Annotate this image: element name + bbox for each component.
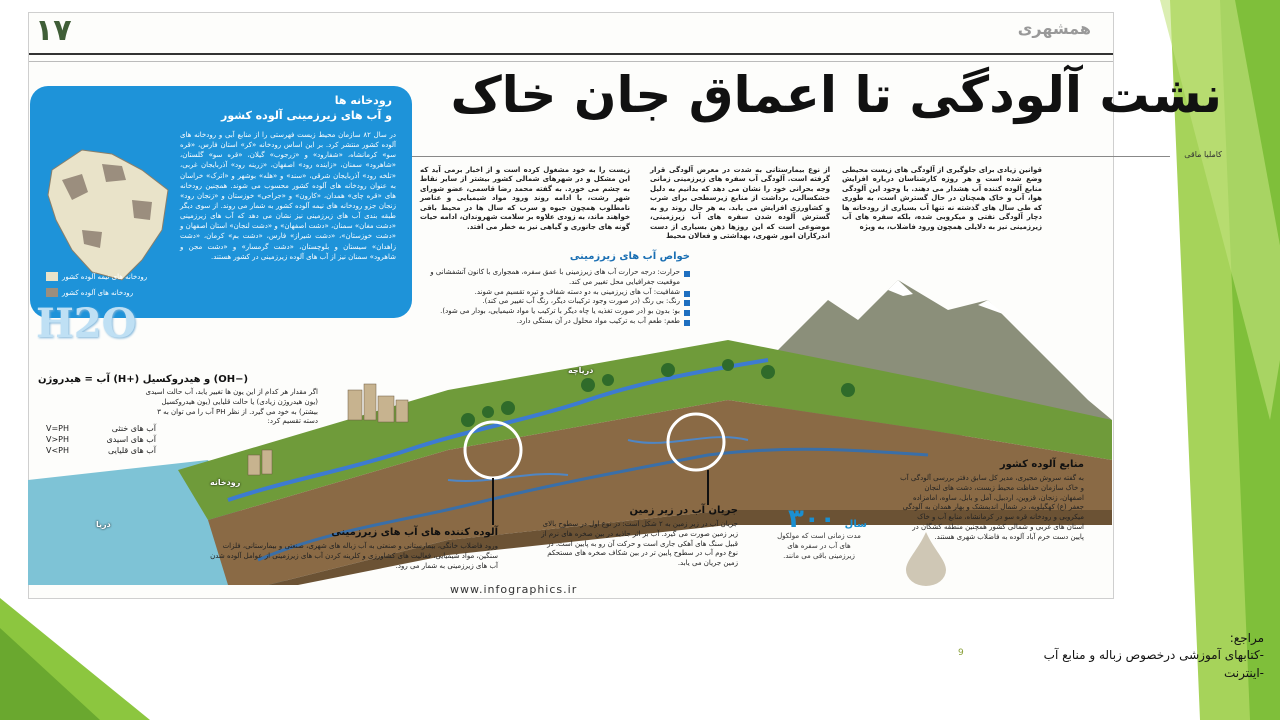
masthead-rule [29,53,1113,55]
references [964,630,1264,682]
article-headline: نشت آلودگی تا اعماق جان خاک [450,66,1222,124]
iran-map [42,140,178,290]
article-column-3: زیست را به خود مشغول کرده است و از اخبار برمی آید که این مشکل و در شهرهای شمالی کشور بیشتر از سایر نقاط به چشم می خورد. به گفته محمد رضا قاسمی، عضو شورای شهر رشت، با ادامه روند ورود مواد شیمیایی و عناصر نامطلوب همچون جیوه و سرب که سال ها در محیط باقی خواهند ماند، به زودی علاوه بر سلامت شهروندان، ادامه حیات گونه های جانوری و گیاهی نیز به خطر می افتد. [420,166,630,231]
chem-text: اگر مقدار هر کدام از این یون ها تغییر یابد، آب حالت اسیدی (یون هیدروژن زیادی) یا حالت قلیایی (یون هیدروکسیل بیشتر) به خود می گیرد. از نظر PH آب را می توان به ۳ دسته تقسیم کرد: [145,388,318,426]
sources-text: به گفته سروش مجیری، مدیر کل سابق دفتر بررسی آلودگی آب و خاک سازمان حفاظت محیط زیست، دشت های لنجان اصفهان، زنجان، قزوین، اردبیل، آمل و بابل، ساوه، امامزاده جعفر (ع) کهگیلویه، در شمال اندیمشک و بهار همدان به آلودگی میکروبی و رودخانه قره سو در کرمانشاه، منابع آب و خاک استان های غربی و شمالی کشور همچنین منطقه کشگان در پایین دست خرم آباد آلوده به فاضلاب شهری هستند. [900,474,1084,541]
polluters-callout [208,526,498,571]
polluted-rivers-sidebar [30,86,412,318]
legend-polluted: رودخانه های آلوده کشور [46,288,133,297]
page-number: ۱۷ [35,13,72,48]
label-river: رودخانه [210,478,241,487]
water-drop-icon [904,530,948,586]
properties-title: خواص آب های زیرزمینی [569,251,690,262]
years-text: مدت زمانی است که مولکول های آب در سفره های زیرزمینی باقی می مانند. [777,532,861,560]
masthead: همشهری [1017,19,1091,38]
legend-semi-polluted: رودخانه های نیمه آلوده کشور [46,272,147,281]
property-item: طعم: طعم آب به ترکیب مواد محلول در آن بستگی دارد. [420,317,690,327]
reference-item: -کتابهای آموزشی درخصوص زباله و منابع آب [1043,648,1264,663]
slide-number: 9 [958,648,964,658]
ph-row: V=PH آب های خنثی [46,424,156,433]
legend-swatch-polluted [46,288,58,297]
flow-text: جریان آب در زیر زمین به ۲ شکل است: در نوع اول در سطوح بالای زیر زمین صورت می گیرد. آب بر اثر جاذبه در بین صخره های نرم از قبیل سنگ های آهکی جاری است و حرکت آن رو به پایین است. در نوع دوم آب در سطوح پایین تر در بین شکاف صخره های مستحکم زمین جریان می یابد. [541,520,738,568]
article-column-2: از نوع بیمارستانی به شدت در معرض آلودگی قرار گرفته است. آلودگی آب سفره های زیرزمینی زمانی وجه بحرانی خود را نشان می دهد که بدانیم به دلیل خشکسالی، برداشت از منابع زیرسطحی برای شرب و کشاورزی افزایش می یابد. به هر حال روند رو به گسترش آلوده شدن سفره های آب زیرزمینی، موضوعی است که این روزها ذهن بسیاری از دست اندرکاران امور شهری، بهداشتی و فعالان محیط [650,166,830,241]
reference-item: -اینترنت [1224,665,1264,680]
polluters-title: آلوده کننده های آب های زیرزمینی [331,527,498,538]
flow-title: جریان آب در زیر زمین [629,505,738,516]
author-rule [398,156,1170,157]
chem-title: آب = هیدروژن (H+) و هیدروکسیل (OH−) [38,374,249,385]
article-author: کاملیا ماقی [1184,150,1222,159]
label-sea: دریا [96,520,111,529]
article-column-1: قوانین زیادی برای جلوگیری از آلودگی های زیست محیطی وضع شده است و هر روزه کارشناسان درباره افزایش منابع آلوده کننده آب هشدار می دهند. با وجود این آلودگی هوا، آب و خاک همچنان در حال گسترش است، به طوری که طی سال های گذشته نه تنها آب بسیاری از رودخانه ها دچار آلودگی نفتی و میکروبی شده، بلکه سفره های آب زیرزمینی نیز به دلایلی همچون ورود فاضلاب، به ویژه [842,166,1042,231]
sidebar-title: رودخانه ها و آب های زیرزمینی آلوده کشور [221,94,392,122]
footer-website: www.infographics.ir [450,583,578,596]
ph-row: V>PH آب های اسیدی [46,434,156,444]
h2o-graphic: H2O [36,300,137,347]
label-lake: دریاچه [568,366,594,375]
polluters-text: ورود فاضلاب خانگی، بیمارستانی و صنعتی به آب زباله های شهری، صنعتی و بیمارستانی، فلزات سنگین، مواد شیمیایی، فعالیت های کشاورزی و کلرینه کردن آب های زیرزمینی از عوامل آلوده شدن آب های زیرزمینی به شمار می رود. [210,542,498,570]
property-item: حرارت: درجه حرارت آب های زیرزمینی با عمق سفره، همجواری با کانون آتشفشانی و موقعیت جغرافیایی محل تغییر می کند. [420,268,690,288]
property-item: شفافیت: آب های زیرزمینی به دو دسته شفاف و تیره تقسیم می شوند. [420,288,690,298]
groundwater-properties [420,250,690,327]
slide-decoration-left [0,598,150,720]
property-item: رنگ: بی رنگ (در صورت وجود ترکیبات دیگر، رنگ آب تغییر می کند). [420,297,690,307]
years-number: ۳۰۰ سال [788,504,867,534]
property-item: بو: بدون بو (در صورت تغذیه یا چاه دیگر با ترکیب یا مواد شیمیایی، بودار می شود). [420,307,690,317]
legend-swatch-semi [46,272,58,281]
references-title: مراجع: [1229,631,1264,645]
sources-title: منابع آلوده کشور [999,459,1084,470]
ph-classes [46,424,156,456]
sidebar-body: در سال ۸۲ سازمان محیط زیست فهرستی را از منابع آبی و رودخانه های آلوده کشور منتشر کرد. بر این اساس رودخانه «کر» استان فارس، «قره سو» کرمانشاه، «شفارود» و «زرجوب» گیلان، «قره سو» گلستان، «شاهرود» سمنان، «زاینده رود» اصفهان، «زرینه رود» آذربایجان غربی، «تلخه رود» آذربایجان شرقی، «سند» و «هله» بوشهر و «اترک» خراسان به عنوان رودخانه های آلوده کشور محسوب می شوند. همچنین رودخانه های «قره چای» همدان، «کارون» و «جراحی» خوزستان و «زنجان رود» زنجان جزو رودخانه های نیمه آلوده کشور به شمار می روند. از سوی دیگر طبقه بندی آب های زیرزمینی نیز نشان می دهد که آب های زیرزمینی «دشت مغان» سمنان، «دشت اصفهان» و «دشت لنجان» استان اصفهان و «دشت خوزستان»، «دشت شیراز» فارس، «دشت بم» کرمان، «دشت زاهدان» سیستان و بلوچستان، «دشت گرمسار» و «دشت مجن و شاهرود» سمنان نیز از آب های آلوده زیرزمینی در کشور هستند. [180,131,396,261]
flow-callout [538,504,738,569]
ph-row: V<PH آب های قلیایی [46,445,156,455]
